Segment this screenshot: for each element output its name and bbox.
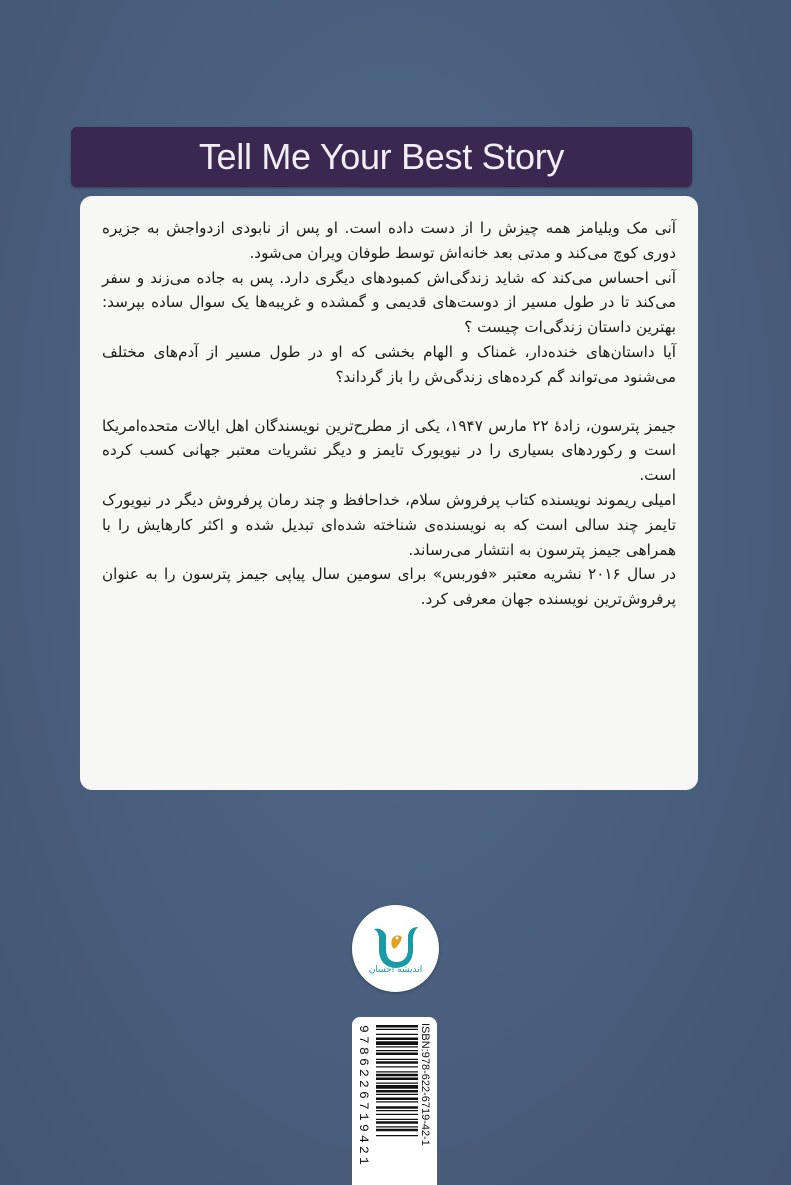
- book-title: Tell Me Your Best Story: [198, 136, 565, 177]
- barcode-bar: [376, 1106, 418, 1109]
- barcode-bar: [376, 1034, 418, 1035]
- barcode-bar: [376, 1059, 418, 1060]
- author-bio-paragraph-3: در سال ۲۰۱۶ نشریه معتبر «فوربس» برای سومین سال پیاپی جیمز پترسون را به عنوان پرفروش‌ترین نویسنده جهان معرفی کرد.: [102, 565, 677, 609]
- description-panel: [80, 196, 698, 790]
- paragraph-spacer: [102, 390, 676, 414]
- publisher-name: اندیشه احسان: [368, 965, 423, 975]
- title-band: [71, 127, 692, 187]
- barcode-bar: [376, 1050, 418, 1051]
- barcode-bar: [376, 1098, 418, 1101]
- barcode-bar: [376, 1126, 418, 1127]
- barcode-bar: [376, 1085, 418, 1089]
- barcode-bar: [376, 1038, 418, 1041]
- barcode-bar: [376, 1029, 418, 1030]
- barcode-bar: [376, 1090, 418, 1093]
- barcode-bar: [376, 1110, 418, 1111]
- barcode-number: 9786226719421: [356, 1025, 371, 1169]
- synopsis-paragraph-3: آیا داستان‌های خنده‌دار، غمناک و الهام بخشی که او در طول مسیر از آدم‌های مختلف می‌شنود می‌تواند گم کرده‌های زندگی‌ش را باز گرداند؟: [102, 342, 676, 386]
- barcode-bar: [376, 1119, 418, 1120]
- isbn-label: ISBN:978-622-6719-42-1: [419, 1023, 431, 1146]
- synopsis-paragraph-2: آنی احساس می‌کند که شاید زندگی‌اش کمبودهای دیگری دارد. پس به جاده می‌زند و سفر می‌کند تا در طول مسیر از دوست‌های قدیمی و گمشده و غریبه‌ها یک سوال ساده بپرسد: بهترین داستان زندگی‌ات چیست ؟: [102, 268, 676, 337]
- barcode-bar: [376, 1074, 418, 1077]
- isbn-barcode: [352, 1017, 437, 1185]
- barcode-bar: [376, 1101, 418, 1102]
- author-bio-paragraph-1: جیمز پترسون، زادهٔ ۲۲ مارس ۱۹۴۷، یکی از مطرح‌ترین نویسندگان اهل ایالات متحده‌امریکا است و رکوردهای بسیاری را در نیویورک تایمز و دیگر نشریات معتبر جهانی کسب کرده است.: [102, 416, 676, 485]
- barcode-bar: [376, 1121, 418, 1124]
- author-bio-paragraph-2: امیلی ریموند نویسنده کتاب پرفروش سلام، خداحافظ و چند رمان پرفروش دیگر در نیویورک تایمز چند سالی است که به نویسنده‌ی شناخته شده‌ای تبدیل شده و اکثر کارهایش را با همراهی جیمز پترسون به انتشار می‌رساند.: [102, 490, 676, 559]
- barcode-bar: [376, 1078, 418, 1081]
- barcode-bar: [376, 1094, 418, 1095]
- barcode-bar: [376, 1129, 418, 1132]
- barcode-bar: [376, 1135, 418, 1136]
- barcode-bar: [376, 1041, 418, 1045]
- barcode-bar: [376, 1071, 418, 1072]
- barcode-bar: [376, 1114, 418, 1115]
- publisher-logo: [352, 905, 439, 992]
- barcode-bar: [376, 1061, 418, 1064]
- barcode-bar: [376, 1046, 418, 1047]
- barcode-bar: [376, 1053, 418, 1056]
- barcode-bar: [376, 1083, 418, 1084]
- bird-logo-icon: [352, 905, 439, 992]
- barcode-bar: [376, 1066, 418, 1067]
- barcode-bar: [376, 1025, 418, 1028]
- synopsis-paragraph-1: آنی مک ویلیامز همه چیزش را از دست داده است. او پس از نابودی ازدواجش به جزیره دوری کوچ می‌کند و مدتی بعد خانه‌اش توسط طوفان ویران می‌شود.: [102, 219, 676, 262]
